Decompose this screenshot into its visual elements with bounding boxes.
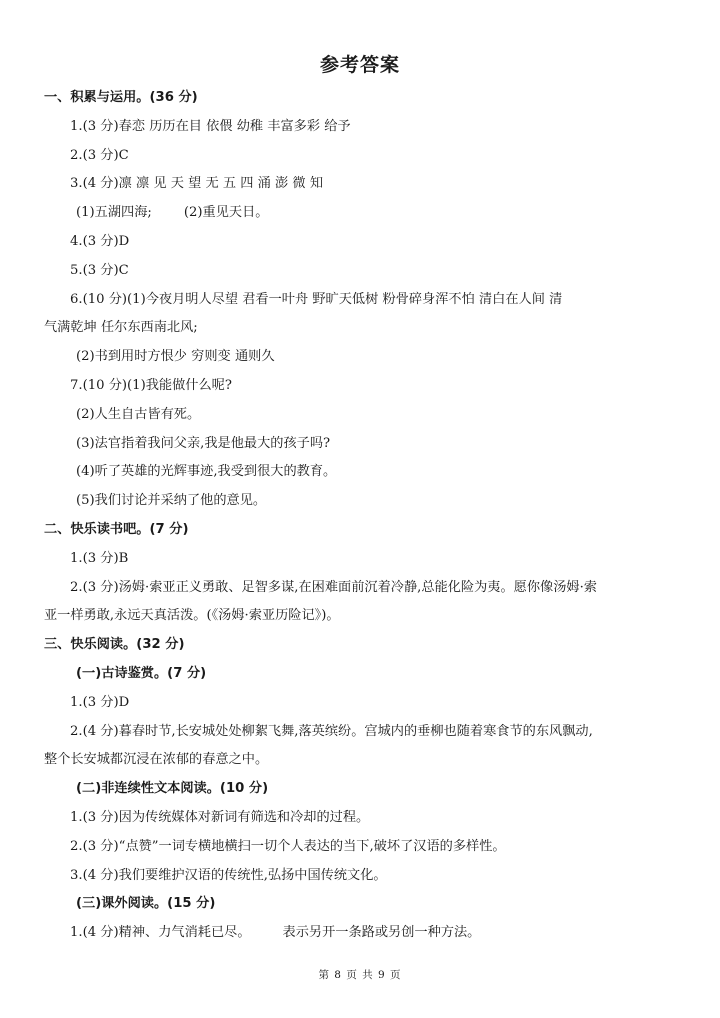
answer-line: 2.(3 分)“点赞”一词专横地横扫一切个人表达的当下,破坏了汉语的多样性。	[70, 838, 506, 854]
answer-line: 3.(4 分)我们要维护汉语的传统性,弘扬中国传统文化。	[70, 867, 387, 883]
answer-line: (4)听了英雄的光辉事迹,我受到很大的教育。	[76, 464, 337, 480]
subsection-heading: (一)古诗鉴赏。(7 分)	[76, 665, 207, 681]
answer-line: (5)我们讨论并采纳了他的意见。	[76, 493, 267, 509]
answer-line: 3.(4 分)凛 凛 见 天 望 无 五 四 涌 澎 微 知	[70, 176, 324, 192]
answer-line: (3)法官指着我问父亲,我是他最大的孩子吗?	[76, 435, 331, 451]
section-heading: 一、积累与运用。(36 分)	[44, 90, 198, 105]
section-heading: 二、快乐读书吧。(7 分)	[44, 521, 189, 537]
answer-fragment: (1)五湖四海;	[76, 205, 152, 221]
answer-line: 2.(3 分)汤姆·索亚正义勇敢、足智多谋,在困难面前沉着冷静,总能化险为夷。愿你像汤姆·索	[70, 579, 597, 595]
answer-line: 1.(3 分)D	[70, 694, 130, 710]
answer-line: (2)人生自古皆有死。	[76, 406, 201, 422]
answer-body	[0, 84, 720, 948]
answer-line: 亚一样勇敢,永远天真活泼。(《汤姆·索亚历险记》)。	[44, 608, 340, 624]
answer-fragment: 表示另开一条路或另创一种方法。	[282, 925, 481, 941]
answer-line	[0, 199, 720, 228]
page-footer: 第 8 页 共 9 页	[318, 969, 402, 981]
answer-line: (2)书到用时方恨少 穷则变 通则久	[76, 349, 275, 365]
answer-fragment: (2)重见天日。	[183, 205, 269, 221]
page-title: 参考答案	[319, 54, 400, 76]
answer-line: 1.(3 分)春恋 历历在目 依偎 幼稚 丰富多彩 给予	[70, 118, 351, 134]
answer-line: 2.(4 分)暮春时节,长安城处处柳絮飞舞,落英缤纷。宫城内的垂柳也随着寒食节的东风飘动,	[70, 723, 593, 739]
answer-line	[0, 919, 720, 948]
answer-line: 5.(3 分)C	[70, 262, 129, 278]
subsection-heading: (三)课外阅读。(15 分)	[76, 896, 216, 912]
answer-line: 7.(10 分)(1)我能做什么呢?	[70, 377, 232, 393]
answer-line: 1.(3 分)B	[70, 550, 129, 566]
answer-line: 整个长安城都沉浸在浓郁的春意之中。	[44, 752, 269, 768]
answer-line: 1.(3 分)因为传统媒体对新词有筛选和冷却的过程。	[70, 809, 370, 825]
answer-line: 气满乾坤 任尔东西南北风;	[44, 320, 198, 336]
answer-line: 2.(3 分)C	[70, 147, 129, 163]
answer-fragment: 1.(4 分)精神、力气消耗已尽。	[70, 925, 251, 941]
section-heading: 三、快乐阅读。(32 分)	[44, 637, 185, 653]
answer-line: 4.(3 分)D	[70, 233, 130, 249]
subsection-heading: (二)非连续性文本阅读。(10 分)	[76, 781, 269, 797]
answer-line: 6.(10 分)(1)今夜月明人尽望 君看一叶舟 野旷天低树 粉骨碎身浑不怕 清白在人间 清	[70, 291, 563, 307]
